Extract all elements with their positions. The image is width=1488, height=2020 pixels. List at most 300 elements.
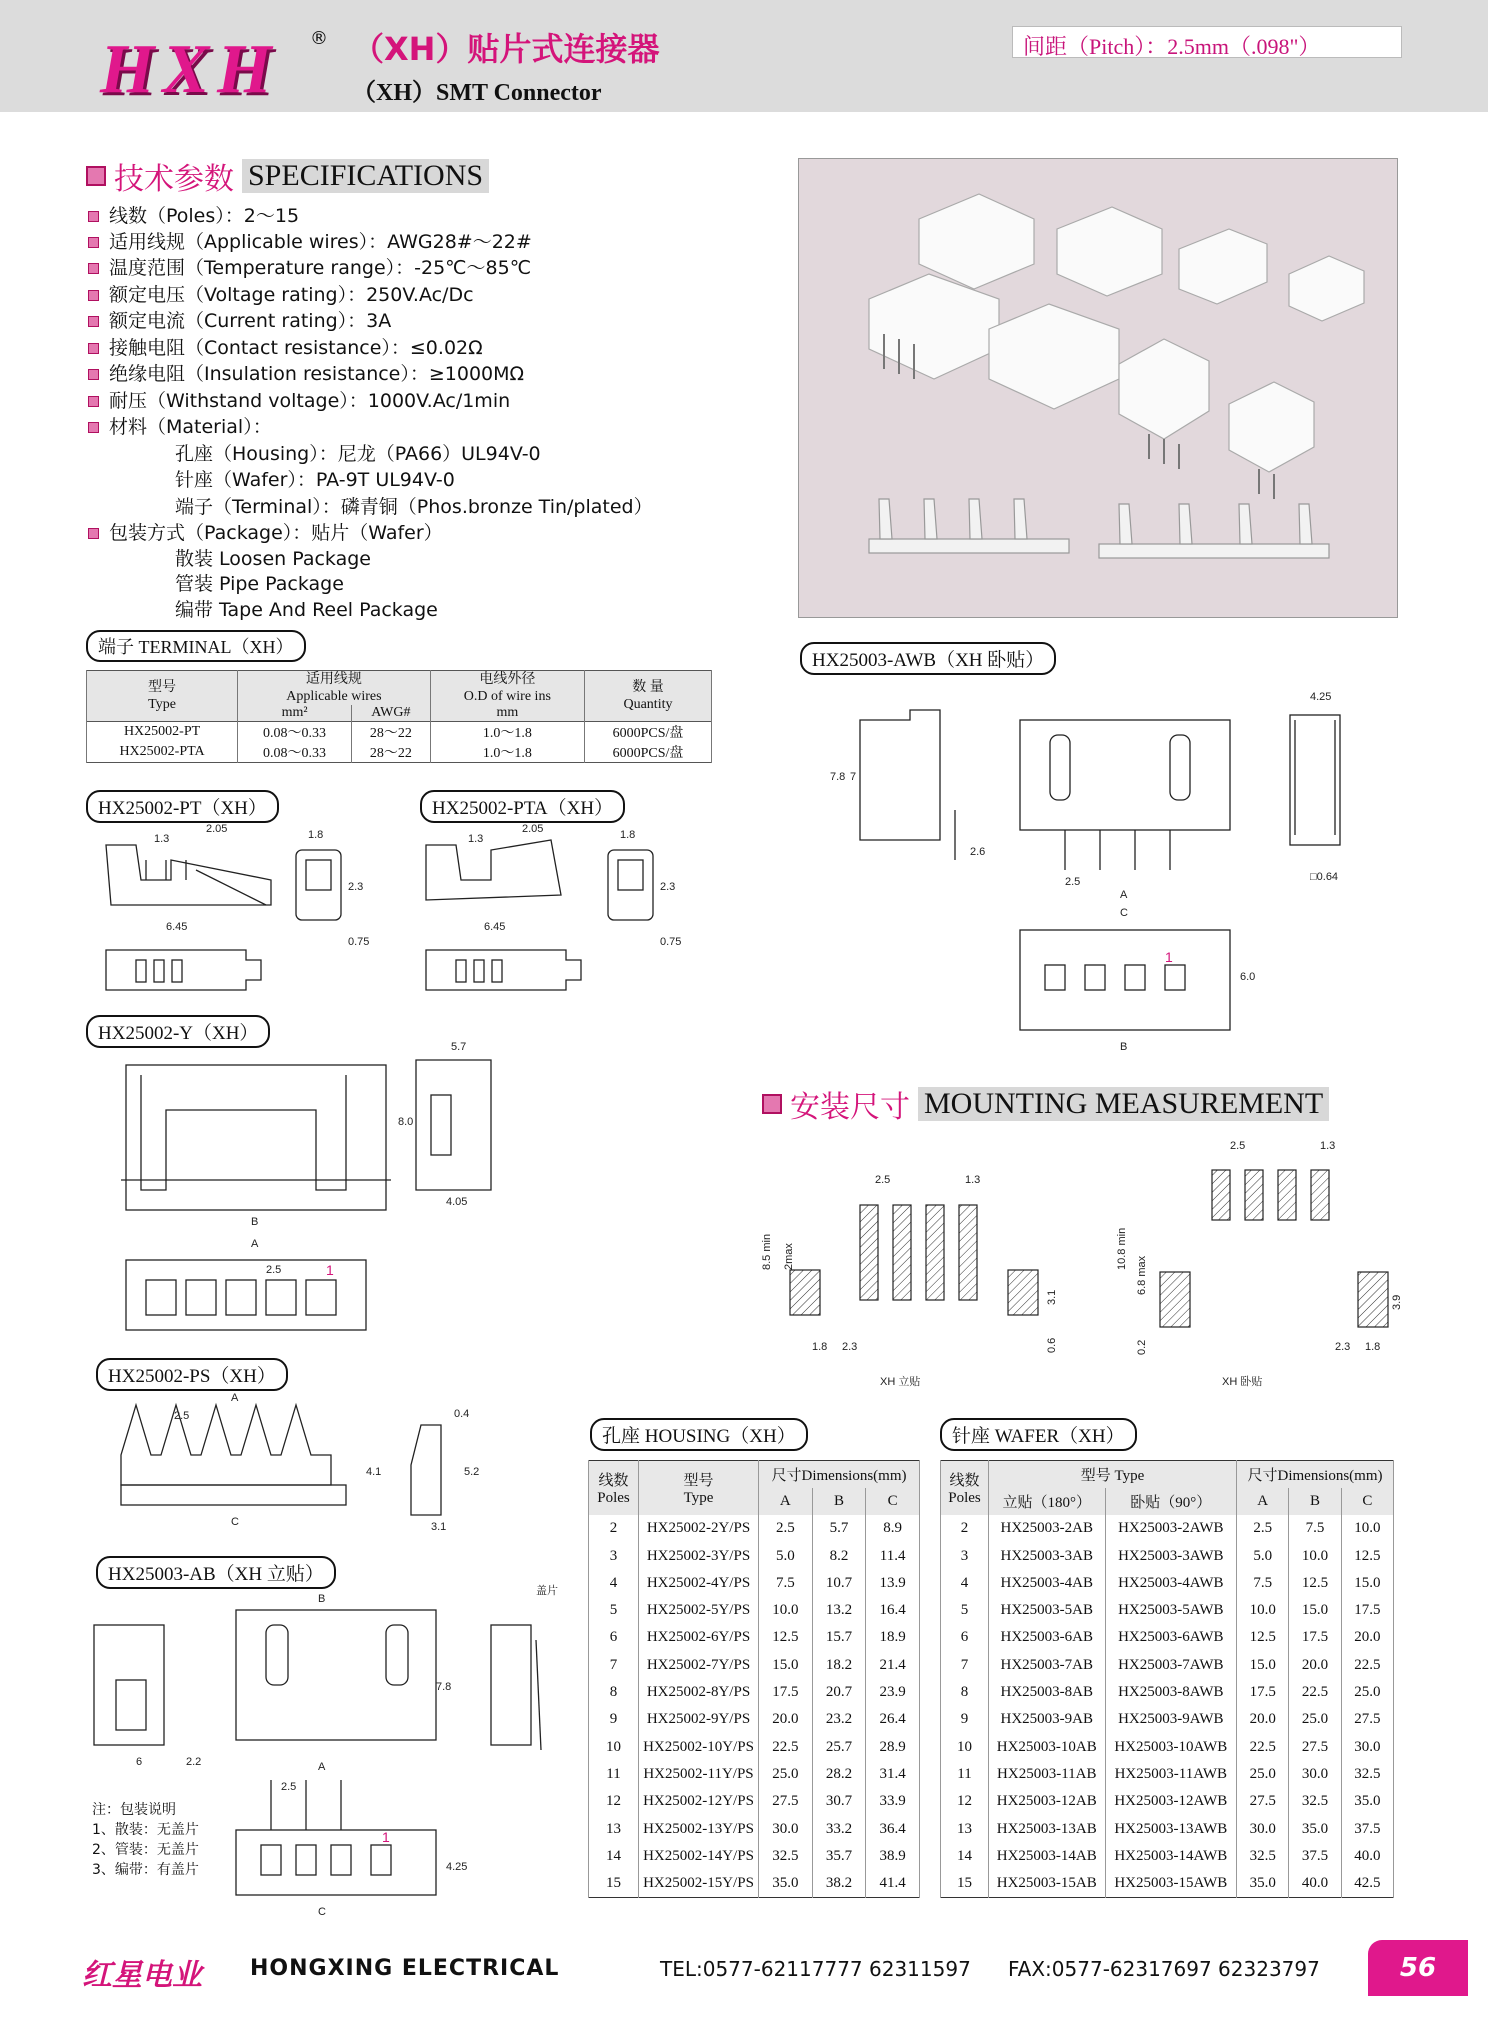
table-row: [589, 1542, 920, 1569]
table-cell: HX25003-6AB: [989, 1624, 1106, 1651]
terminal-drawings: [86, 820, 726, 1020]
pitch-box: 间距（Pitch）：2.5mm（.098"）: [1012, 26, 1402, 58]
table-cell: 2: [589, 1515, 639, 1542]
table-cell: 20.0: [1341, 1624, 1393, 1651]
col-horizontal: 卧贴（90°）: [1105, 1488, 1237, 1515]
table-cell: 23.9: [866, 1679, 920, 1706]
product-photo: [798, 158, 1398, 618]
table-cell: 31.4: [866, 1761, 920, 1788]
table-cell: 38.9: [866, 1843, 920, 1870]
table-cell: 4: [941, 1570, 989, 1597]
table-row: [941, 1788, 1394, 1815]
table-cell: 27.5: [759, 1788, 813, 1815]
col-type: 型号 Type: [87, 671, 238, 722]
dim-label: 2.05: [206, 823, 228, 835]
table-row: [941, 1761, 1394, 1788]
dim-label: 2.3: [348, 881, 364, 893]
dim-label: B: [318, 1593, 326, 1605]
table-cell: HX25003-12AWB: [1105, 1788, 1237, 1815]
table-cell: 30.7: [812, 1788, 866, 1815]
mounting-heading: [762, 1082, 1329, 1126]
terminal-table: [86, 670, 712, 763]
dim-label: B: [1120, 1041, 1128, 1053]
table-cell: 4: [589, 1570, 639, 1597]
table-cell: HX25002-4Y/PS: [639, 1570, 759, 1597]
spec-item: 接触电阻（Contact resistance）：≤0.02Ω: [88, 335, 483, 361]
housing-label: 孔座 HOUSING（XH）: [590, 1418, 808, 1451]
table-cell: 35.7: [812, 1843, 866, 1870]
table-cell: HX25002-13Y/PS: [639, 1815, 759, 1842]
pt-label: HX25002-PT（XH）: [86, 790, 279, 823]
title-english: （XH）SMT Connector: [352, 80, 602, 106]
table-cell: HX25003-2AB: [989, 1515, 1106, 1542]
table-cell: 8.9: [866, 1515, 920, 1542]
dim-label: 1.3: [965, 1174, 981, 1186]
table-cell: HX25003-4AB: [989, 1570, 1106, 1597]
col-b: B: [1289, 1488, 1341, 1515]
dim-label: C: [1120, 907, 1128, 919]
table-row: [941, 1870, 1394, 1897]
spec-item: 适用线规（Applicable wires）：AWG28#～22#: [88, 229, 532, 255]
table-cell: 2.5: [1237, 1515, 1289, 1542]
table-cell: HX25003-12AB: [989, 1788, 1106, 1815]
table-cell: HX25003-3AWB: [1105, 1542, 1237, 1569]
table-cell: 7.5: [1237, 1570, 1289, 1597]
dim-label: 1.3: [468, 833, 484, 845]
table-cell: HX25003-3AB: [989, 1542, 1106, 1569]
table-cell: 13: [589, 1815, 639, 1842]
col-vertical: 立贴（180°）: [989, 1488, 1106, 1515]
table-cell: 5.0: [759, 1542, 813, 1569]
table-cell: HX25002-3Y/PS: [639, 1542, 759, 1569]
specs-title-en: SPECIFICATIONS: [242, 159, 489, 193]
table-cell: 36.4: [866, 1815, 920, 1842]
table-cell: HX25002-12Y/PS: [639, 1788, 759, 1815]
dim-label: □0.64: [1310, 871, 1339, 883]
table-cell: 25.0: [1341, 1679, 1393, 1706]
col-c: C: [866, 1488, 920, 1515]
pin1-marker: 1: [382, 1829, 390, 1845]
col-type: 型号 Type: [639, 1461, 759, 1516]
table-cell: 25.0: [1289, 1706, 1341, 1733]
specs-title-cn: 技术参数: [114, 162, 234, 197]
dim-label: 8.0: [398, 1116, 414, 1128]
dim-label: 6.0: [1240, 971, 1256, 983]
table-row: [941, 1843, 1394, 1870]
table-cell: HX25003-2AWB: [1105, 1515, 1237, 1542]
table-cell: 14: [941, 1843, 989, 1870]
table-cell: 40.0: [1289, 1870, 1341, 1897]
table-cell: 15: [941, 1870, 989, 1897]
table-cell: 23.2: [812, 1706, 866, 1733]
table-cell: 35.0: [1289, 1815, 1341, 1842]
dim-label: 0.6: [1046, 1337, 1058, 1353]
table-cell: 27.5: [1237, 1788, 1289, 1815]
table-cell: 28.2: [812, 1761, 866, 1788]
page-number: 56: [1368, 1940, 1468, 1996]
material-wafer: 针座（Wafer）：PA-9T UL94V-0: [175, 469, 455, 491]
table-cell: 20.0: [759, 1706, 813, 1733]
dim-label: 6.45: [484, 921, 506, 933]
table-cell: 17.5: [1289, 1624, 1341, 1651]
spec-item: 额定电流（Current rating）：3A: [88, 308, 391, 334]
dim-label: 1.8: [812, 1341, 828, 1353]
table-cell: HX25002-7Y/PS: [639, 1652, 759, 1679]
spec-item: 材料（Material）：: [88, 414, 272, 440]
bullet-icon: [88, 343, 99, 354]
table-cell: 12: [589, 1788, 639, 1815]
table-row: [941, 1515, 1394, 1542]
table-cell: 40.0: [1341, 1843, 1393, 1870]
dim-label: 4.05: [446, 1196, 468, 1208]
col-a: A: [1237, 1488, 1289, 1515]
table-cell: 11: [589, 1761, 639, 1788]
table-cell: 15.0: [1341, 1570, 1393, 1597]
table-row: [941, 1570, 1394, 1597]
col-type: 型号 Type: [989, 1461, 1237, 1488]
table-cell: 33.9: [866, 1788, 920, 1815]
table-cell: HX25003-8AWB: [1105, 1679, 1237, 1706]
mounting-drawing: [760, 1135, 1403, 1395]
table-cell: HX25003-13AB: [989, 1815, 1106, 1842]
spec-item: 绝缘电阻（Insulation resistance）：≥1000MΩ: [88, 361, 524, 387]
table-cell: 17.5: [1237, 1679, 1289, 1706]
dim-label: 2.05: [522, 823, 544, 835]
col-poles: 线数 Poles: [589, 1461, 639, 1516]
bullet-icon: [88, 211, 99, 222]
table-cell: 12.5: [759, 1624, 813, 1651]
pta-label: HX25002-PTA（XH）: [420, 790, 625, 823]
bullet-icon: [88, 369, 99, 380]
dim-label: 2.3: [842, 1341, 858, 1353]
bullet-icon: [88, 316, 99, 327]
material-terminal: 端子（Terminal）：磷青铜（Phos.bronze Tin/plated）: [175, 496, 653, 518]
table-cell: HX25002-6Y/PS: [639, 1624, 759, 1651]
brand-logo: HXH: [100, 31, 280, 108]
table-cell: 13: [941, 1815, 989, 1842]
table-cell: 32.5: [1341, 1761, 1393, 1788]
table-cell: HX25003-7AB: [989, 1652, 1106, 1679]
table-cell: 25.0: [759, 1761, 813, 1788]
bullet-icon: [88, 290, 99, 301]
page-header: [0, 0, 1488, 112]
mount-caption-right: XH 卧贴: [1222, 1376, 1263, 1388]
dim-label: 1.3: [154, 833, 170, 845]
table-cell: HX25003-8AB: [989, 1679, 1106, 1706]
col-c: C: [1341, 1488, 1393, 1515]
col-poles: 线数 Poles: [941, 1461, 989, 1516]
table-cell: 8: [941, 1679, 989, 1706]
table-cell: 32.5: [759, 1843, 813, 1870]
dim-label: 3.1: [431, 1521, 447, 1533]
pink-square-icon: [86, 166, 106, 186]
table-cell: 7: [589, 1652, 639, 1679]
ps-housing-drawing: [86, 1385, 506, 1535]
table-cell: HX25002-9Y/PS: [639, 1706, 759, 1733]
table-cell: 15: [589, 1870, 639, 1897]
table-cell: HX25003-5AWB: [1105, 1597, 1237, 1624]
table-cell: 10: [589, 1733, 639, 1760]
table-row: [589, 1624, 920, 1651]
table-cell: 13.2: [812, 1597, 866, 1624]
table-cell: HX25003-13AWB: [1105, 1815, 1237, 1842]
dim-label: 2.5: [266, 1264, 282, 1276]
y-housing-drawing: [86, 1035, 546, 1345]
spec-item: 耐压（Withstand voltage）：1000V.Ac/1min: [88, 388, 510, 414]
table-cell: 15.7: [812, 1624, 866, 1651]
table-cell: 2: [941, 1515, 989, 1542]
table-cell: 10.7: [812, 1570, 866, 1597]
mounting-title-en: MOUNTING MEASUREMENT: [918, 1087, 1329, 1121]
table-cell: HX25003-11AWB: [1105, 1761, 1237, 1788]
table-cell: HX25003-7AWB: [1105, 1652, 1237, 1679]
col-a: A: [759, 1488, 813, 1515]
table-row: [941, 1597, 1394, 1624]
dim-label: 2.2: [186, 1756, 202, 1768]
dim-label: 2.5: [1230, 1140, 1246, 1152]
telephone: TEL:0577-62117777 62311597: [660, 1957, 971, 1981]
col-b: B: [812, 1488, 866, 1515]
table-cell: HX25002-8Y/PS: [639, 1679, 759, 1706]
bullet-icon: [88, 263, 99, 274]
dim-label: 6: [136, 1756, 143, 1768]
table-row: [589, 1597, 920, 1624]
spec-item-package: 包装方式（Package）：贴片（Wafer）: [88, 520, 443, 546]
table-cell: 10.0: [759, 1597, 813, 1624]
col-wires: 适用线规 Applicable wires: [238, 671, 431, 706]
table-cell: 30.0: [1341, 1733, 1393, 1760]
table-cell: HX25002-14Y/PS: [639, 1843, 759, 1870]
dim-label: 0.2: [1136, 1339, 1148, 1355]
awb-label: HX25003-AWB（XH 卧贴）: [800, 642, 1056, 675]
table-cell: HX25002-15Y/PS: [639, 1870, 759, 1897]
ab-label: HX25003-AB（XH 立贴）: [96, 1556, 336, 1589]
table-cell: 5.7: [812, 1515, 866, 1542]
table-cell: HX25003-5AB: [989, 1597, 1106, 1624]
table-cell: 33.2: [812, 1815, 866, 1842]
table-cell: 35.0: [1237, 1870, 1289, 1897]
table-cell: 22.5: [1341, 1652, 1393, 1679]
col-dimensions: 尺寸Dimensions(mm): [1237, 1461, 1394, 1488]
table-row: [589, 1706, 920, 1733]
dim-label: 6.45: [166, 921, 188, 933]
table-cell: 27.5: [1289, 1733, 1341, 1760]
dim-label: 5.2: [464, 1466, 480, 1478]
dim-label: 7: [850, 771, 857, 783]
table-cell: 14: [589, 1843, 639, 1870]
dim-label: 1.3: [1320, 1140, 1336, 1152]
dim-label: C: [318, 1906, 326, 1918]
package-notes: 注：包装说明 1、散装：无盖片 2、管装：无盖片 3、编带：有盖片: [92, 1802, 199, 1878]
table-cell: HX25003-10AWB: [1105, 1733, 1237, 1760]
table-cell: 6: [941, 1624, 989, 1651]
table-cell: 35.0: [759, 1870, 813, 1897]
dim-label: 8.5 min: [761, 1233, 773, 1270]
table-cell: 11.4: [866, 1542, 920, 1569]
table-cell: HX25003-11AB: [989, 1761, 1106, 1788]
table-cell: 18.9: [866, 1624, 920, 1651]
pin1-marker: 1: [326, 1262, 334, 1278]
table-cell: 9: [589, 1706, 639, 1733]
bullet-icon: [88, 237, 99, 248]
table-cell: 12.5: [1237, 1624, 1289, 1651]
pink-square-icon: [762, 1094, 782, 1114]
table-cell: 22.5: [1289, 1679, 1341, 1706]
table-cell: HX25003-4AWB: [1105, 1570, 1237, 1597]
table-cell: HX25003-9AWB: [1105, 1706, 1237, 1733]
table-cell: 20.0: [1289, 1652, 1341, 1679]
table-cell: 38.2: [812, 1870, 866, 1897]
table-row: HX25002-PT 0.08～0.33 28～22 1.0～1.8 6000PCS/盘: [87, 722, 712, 743]
dim-label: 10.8 min: [1116, 1227, 1128, 1270]
terminal-label: 端子 TERMINAL（XH）: [86, 630, 306, 662]
table-row: [589, 1652, 920, 1679]
table-cell: HX25002-11Y/PS: [639, 1761, 759, 1788]
table-cell: 10.0: [1341, 1515, 1393, 1542]
table-row: [589, 1870, 920, 1897]
table-row: [589, 1570, 920, 1597]
table-cell: 15.0: [759, 1652, 813, 1679]
table-cell: 37.5: [1341, 1815, 1393, 1842]
table-cell: 5.0: [1237, 1542, 1289, 1569]
col-awg: AWG#: [352, 705, 431, 722]
pin1-marker: 1: [1165, 949, 1173, 965]
dim-label: 5.7: [451, 1041, 467, 1053]
company-name-cn: 红星电业: [82, 1958, 202, 1993]
cover-label: 盖片: [536, 1585, 558, 1597]
specs-heading: [86, 154, 489, 198]
table-cell: 28.9: [866, 1733, 920, 1760]
dim-label: 4.25: [1310, 691, 1332, 703]
dim-label: 4.25: [446, 1861, 468, 1873]
table-cell: HX25003-15AWB: [1105, 1870, 1237, 1897]
table-cell: 18.2: [812, 1652, 866, 1679]
awb-wafer-drawing: [820, 680, 1400, 1060]
wafer-label: 针座 WAFER（XH）: [940, 1418, 1137, 1451]
table-cell: HX25003-14AWB: [1105, 1843, 1237, 1870]
table-cell: 7: [941, 1652, 989, 1679]
dim-label: 4.1: [366, 1466, 382, 1478]
housing-table: [588, 1460, 920, 1898]
table-cell: 27.5: [1341, 1706, 1393, 1733]
table-cell: 16.4: [866, 1597, 920, 1624]
table-row: [941, 1624, 1394, 1651]
dim-label: A: [1120, 889, 1128, 901]
table-cell: 9: [941, 1706, 989, 1733]
col-od-unit: mm: [430, 705, 584, 722]
company-name-en: HONGXING ELECTRICAL: [250, 1956, 560, 1981]
table-cell: 17.5: [1341, 1597, 1393, 1624]
table-cell: 25.7: [812, 1733, 866, 1760]
table-cell: 2.5: [759, 1515, 813, 1542]
table-cell: 30.0: [1237, 1815, 1289, 1842]
table-row: [941, 1706, 1394, 1733]
table-cell: 6: [589, 1624, 639, 1651]
table-row: [941, 1542, 1394, 1569]
table-row: [589, 1679, 920, 1706]
registered-mark: ®: [310, 28, 328, 49]
dim-label: 2.6: [970, 846, 986, 858]
table-cell: 3: [589, 1542, 639, 1569]
bullet-icon: [88, 396, 99, 407]
table-cell: 15.0: [1289, 1597, 1341, 1624]
table-cell: 20.7: [812, 1679, 866, 1706]
table-cell: HX25003-14AB: [989, 1843, 1106, 1870]
dim-label: A: [231, 1392, 239, 1404]
table-cell: 22.5: [759, 1733, 813, 1760]
fax: FAX:0577-62317697 62323797: [1008, 1957, 1320, 1981]
table-cell: 22.5: [1237, 1733, 1289, 1760]
table-cell: 26.4: [866, 1706, 920, 1733]
table-cell: 25.0: [1237, 1761, 1289, 1788]
title-chinese: （XH）贴片式连接器: [352, 30, 660, 68]
col-mm2: mm²: [238, 705, 352, 722]
table-cell: HX25002-5Y/PS: [639, 1597, 759, 1624]
table-row: [941, 1815, 1394, 1842]
table-cell: HX25003-15AB: [989, 1870, 1106, 1897]
dim-label: 1.8: [620, 829, 636, 841]
dim-label: 1.8: [308, 829, 324, 841]
table-cell: 20.0: [1237, 1706, 1289, 1733]
table-cell: 17.5: [759, 1679, 813, 1706]
dim-label: A: [251, 1238, 259, 1250]
table-cell: 42.5: [1341, 1870, 1393, 1897]
dim-label: 2.5: [174, 1410, 190, 1422]
wafer-table: [940, 1460, 1394, 1898]
package-type: 管装 Pipe Package: [175, 573, 344, 595]
table-cell: 32.5: [1289, 1788, 1341, 1815]
dim-label: 1.8: [1365, 1341, 1381, 1353]
dim-label: 2.3: [660, 881, 676, 893]
table-row: [589, 1761, 920, 1788]
table-cell: HX25003-6AWB: [1105, 1624, 1237, 1651]
y-label: HX25002-Y（XH）: [86, 1015, 270, 1048]
table-row: [941, 1679, 1394, 1706]
table-cell: 11: [941, 1761, 989, 1788]
dim-label: 2.3: [1335, 1341, 1351, 1353]
table-cell: 30.0: [759, 1815, 813, 1842]
dim-label: 2max: [783, 1243, 795, 1270]
bullet-icon: [88, 528, 99, 539]
dim-label: 2.5: [281, 1781, 297, 1793]
dim-label: 2.5: [1065, 876, 1081, 888]
table-row: [589, 1843, 920, 1870]
table-cell: HX25002-10Y/PS: [639, 1733, 759, 1760]
table-cell: HX25003-9AB: [989, 1706, 1106, 1733]
table-cell: 12.5: [1341, 1542, 1393, 1569]
dim-label: 0.4: [454, 1408, 470, 1420]
table-cell: 5: [941, 1597, 989, 1624]
table-cell: 37.5: [1289, 1843, 1341, 1870]
dim-label: 7.8: [830, 771, 846, 783]
bullet-icon: [88, 422, 99, 433]
table-cell: 3: [941, 1542, 989, 1569]
table-cell: 8: [589, 1679, 639, 1706]
dim-label: 3.9: [1391, 1294, 1403, 1310]
dim-label: B: [251, 1216, 259, 1228]
dim-label: A: [318, 1761, 326, 1773]
dim-label: C: [231, 1516, 239, 1528]
table-cell: 5: [589, 1597, 639, 1624]
table-cell: 12.5: [1289, 1570, 1341, 1597]
mounting-title-cn: 安装尺寸: [790, 1090, 910, 1125]
dim-label: 6.8 max: [1136, 1255, 1148, 1295]
table-row: [589, 1788, 920, 1815]
table-cell: 13.9: [866, 1570, 920, 1597]
material-housing: 孔座（Housing）：尼龙（PA66）UL94V-0: [175, 443, 541, 465]
table-cell: 10.0: [1289, 1542, 1341, 1569]
table-row: HX25002-PTA 0.08～0.33 28～22 1.0～1.8 6000PCS/盘: [87, 742, 712, 763]
